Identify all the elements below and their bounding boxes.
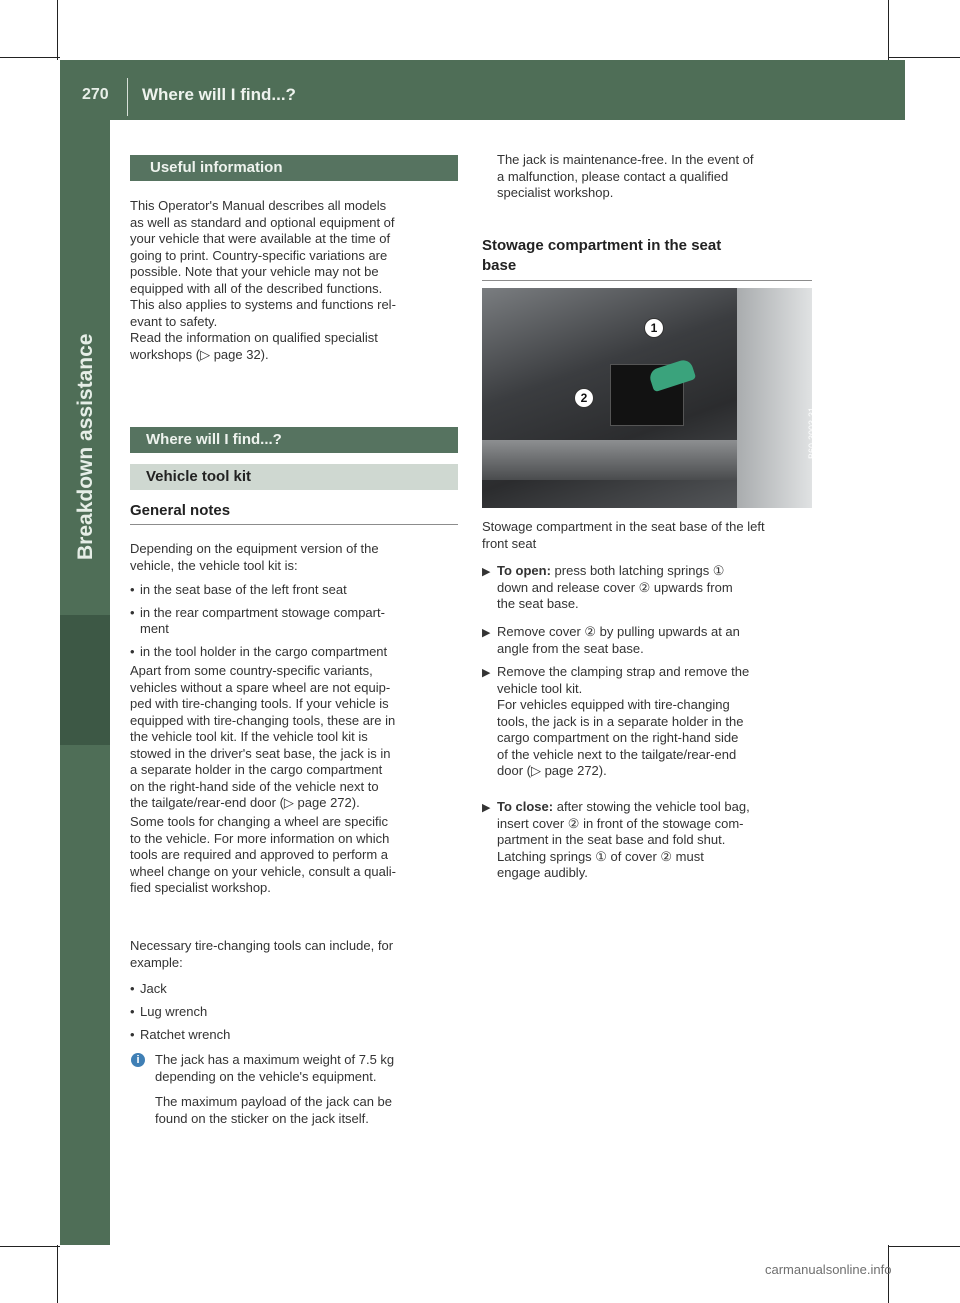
subsection-title-bar <box>130 464 458 490</box>
text-line: a separate holder in the cargo compartment <box>130 762 383 777</box>
crop-mark <box>0 1246 60 1247</box>
subsection-title: Vehicle tool kit <box>146 468 252 485</box>
list-item: • Lug wrench <box>140 1004 207 1021</box>
text-line: front seat <box>482 535 537 551</box>
text-line: Remove cover ② by pulling upwards at an <box>497 624 740 639</box>
step-arrow-icon: ▶ <box>482 667 491 679</box>
crop-mark <box>57 1245 58 1303</box>
step-lead: To open: <box>497 563 551 578</box>
section-title-bar <box>130 427 458 453</box>
crop-mark <box>0 57 60 58</box>
step-open <box>497 563 817 613</box>
info-note-2 <box>155 1094 465 1127</box>
text-line: The jack is maintenance-free. In the event of <box>497 152 754 167</box>
photo-code: B60-3003-31 <box>807 406 818 460</box>
step-arrow-icon: ▶ <box>482 627 491 639</box>
text-line: the tailgate/rear-end door (▷ page 272). <box>130 795 360 810</box>
text-line: of the vehicle next to the tailgate/rear-end <box>497 746 737 762</box>
text-line: engage audibly. <box>497 865 588 880</box>
text-line: example: <box>130 954 183 970</box>
text-line: cargo compartment on the right-hand side <box>497 730 739 745</box>
crop-mark <box>888 1246 960 1247</box>
text-line: Latching springs ① of cover ② must <box>497 848 704 864</box>
text-line: Read the information on qualified specialist <box>130 330 378 345</box>
text-line: press both latching springs ① <box>554 563 725 578</box>
text-line: specialist workshop. <box>497 185 614 200</box>
list-item-cont: ment <box>140 621 169 636</box>
text-line: The maximum payload of the jack can be <box>155 1094 393 1109</box>
text-line: This also applies to systems and functions rel- <box>130 297 396 312</box>
crop-mark <box>888 0 889 60</box>
text-line: the vehicle tool kit. If the vehicle tool kit is <box>130 729 368 744</box>
intro-text <box>130 541 460 574</box>
useful-info-title: Useful information <box>150 159 283 176</box>
step-arrow-icon: ▶ <box>482 566 491 578</box>
header-divider <box>127 78 128 116</box>
text-line: door (▷ page 272). <box>497 763 607 778</box>
text-line: down and release cover ② upwards from <box>497 579 733 595</box>
side-tab-marker <box>60 615 110 745</box>
text-line: possible. Note that your vehicle may not be <box>130 264 379 279</box>
text-line: ped with tire-changing tools. If your vehicle is <box>130 696 389 711</box>
text-line: the seat base. <box>497 596 579 611</box>
text-line: to the vehicle. For more information on which <box>130 830 390 846</box>
text-line: Necessary tire-changing tools can include, for <box>130 938 394 953</box>
text-line: For vehicles equipped with tire-changing <box>497 697 730 712</box>
text-line: evant to safety. <box>130 313 218 329</box>
text-line: going to print. Country-specific variations are <box>130 247 388 263</box>
stowage-heading <box>482 236 721 276</box>
list-item: • in the tool holder in the cargo compartment <box>140 644 387 661</box>
text-line: equipped with all of the described functions. <box>130 280 383 296</box>
tire-tools-text <box>130 663 462 812</box>
text-line: Depending on the equipment version of the <box>130 541 379 556</box>
list-item: • Ratchet wrench <box>140 1027 230 1044</box>
section-title: Where will I find...? <box>146 431 282 448</box>
vehicle-tools-text <box>130 814 462 897</box>
text-line: found on the sticker on the jack itself. <box>155 1110 369 1126</box>
text-line: Remove the clamping strap and remove the <box>497 664 750 679</box>
list-item: • in the seat base of the left front seat <box>140 582 347 599</box>
text-line: stowed in the driver's seat base, the jack is in <box>130 745 391 761</box>
heading-rule <box>482 280 812 281</box>
text-line: tools are required and approved to perform a <box>130 847 388 862</box>
step-arrow-icon: ▶ <box>482 802 491 814</box>
photo-door <box>737 288 812 508</box>
text-line: your vehicle that were available at the time of <box>130 231 391 246</box>
callout-1: 1 <box>644 318 664 338</box>
text-line: Stowage compartment in the seat base of the left <box>482 519 765 534</box>
text-line: angle from the seat base. <box>497 640 644 656</box>
text-line: equipped with tire-changing tools, these are in <box>130 712 396 728</box>
heading-line: Stowage compartment in the seat <box>482 237 722 254</box>
side-tab-label: Breakdown assistance <box>74 333 97 560</box>
heading-line: base <box>482 257 517 274</box>
specialist-workshop-ref <box>130 330 460 363</box>
step-lead: To close: <box>497 799 554 814</box>
text-line: tools, the jack is in a separate holder in the <box>497 713 744 729</box>
step-close <box>497 799 817 882</box>
general-notes-heading: General notes <box>130 502 231 519</box>
stowage-compartment-photo <box>482 288 818 508</box>
text-line: as well as standard and optional equipment of <box>130 214 395 230</box>
text-line: depending on the vehicle's equipment. <box>155 1068 377 1084</box>
text-line: vehicles without a spare wheel are not equip- <box>130 679 391 695</box>
page-title: Where will I find...? <box>142 85 296 104</box>
list-item: • in the rear compartment stowage compart- <box>140 605 385 622</box>
text-line: wheel change on your vehicle, consult a quali- <box>130 863 396 879</box>
text-line: partment in the seat base and fold shut. <box>497 832 726 847</box>
text-line: a malfunction, please contact a qualified <box>497 168 729 184</box>
text-line: The jack has a maximum weight of 7.5 kg <box>155 1052 395 1067</box>
text-line: insert cover ② in front of the stowage com- <box>497 815 744 831</box>
info-icon: i <box>131 1053 145 1067</box>
step-remove-cover <box>497 624 817 657</box>
callout-2: 2 <box>574 388 594 408</box>
photo-caption <box>482 519 812 552</box>
necessary-tools-text <box>130 938 462 971</box>
jack-maintenance-text <box>497 152 817 202</box>
text-line: Apart from some country-specific variants, <box>130 663 373 678</box>
text-line: after stowing the vehicle tool bag, <box>556 799 750 814</box>
footer-watermark[interactable]: carmanualsonline.info <box>765 1262 892 1277</box>
crop-mark <box>57 0 58 60</box>
info-note <box>155 1052 465 1085</box>
useful-info-bar <box>130 155 458 181</box>
text-line: This Operator's Manual describes all models <box>130 198 387 213</box>
list-item: • Jack <box>140 981 167 998</box>
text-line: fied specialist workshop. <box>130 880 271 895</box>
text-line: vehicle, the vehicle tool kit is: <box>130 557 298 573</box>
text-line: on the right-hand side of the vehicle next to <box>130 778 379 794</box>
step-remove-strap <box>497 664 817 780</box>
text-line: vehicle tool kit. <box>497 680 583 696</box>
page-number: 270 <box>82 86 109 103</box>
heading-rule <box>130 524 458 525</box>
crop-mark <box>888 57 960 58</box>
text-line: Some tools for changing a wheel are specific <box>130 814 388 829</box>
useful-info-text <box>130 198 460 330</box>
text-line: workshops (▷ page 32). <box>130 346 269 362</box>
